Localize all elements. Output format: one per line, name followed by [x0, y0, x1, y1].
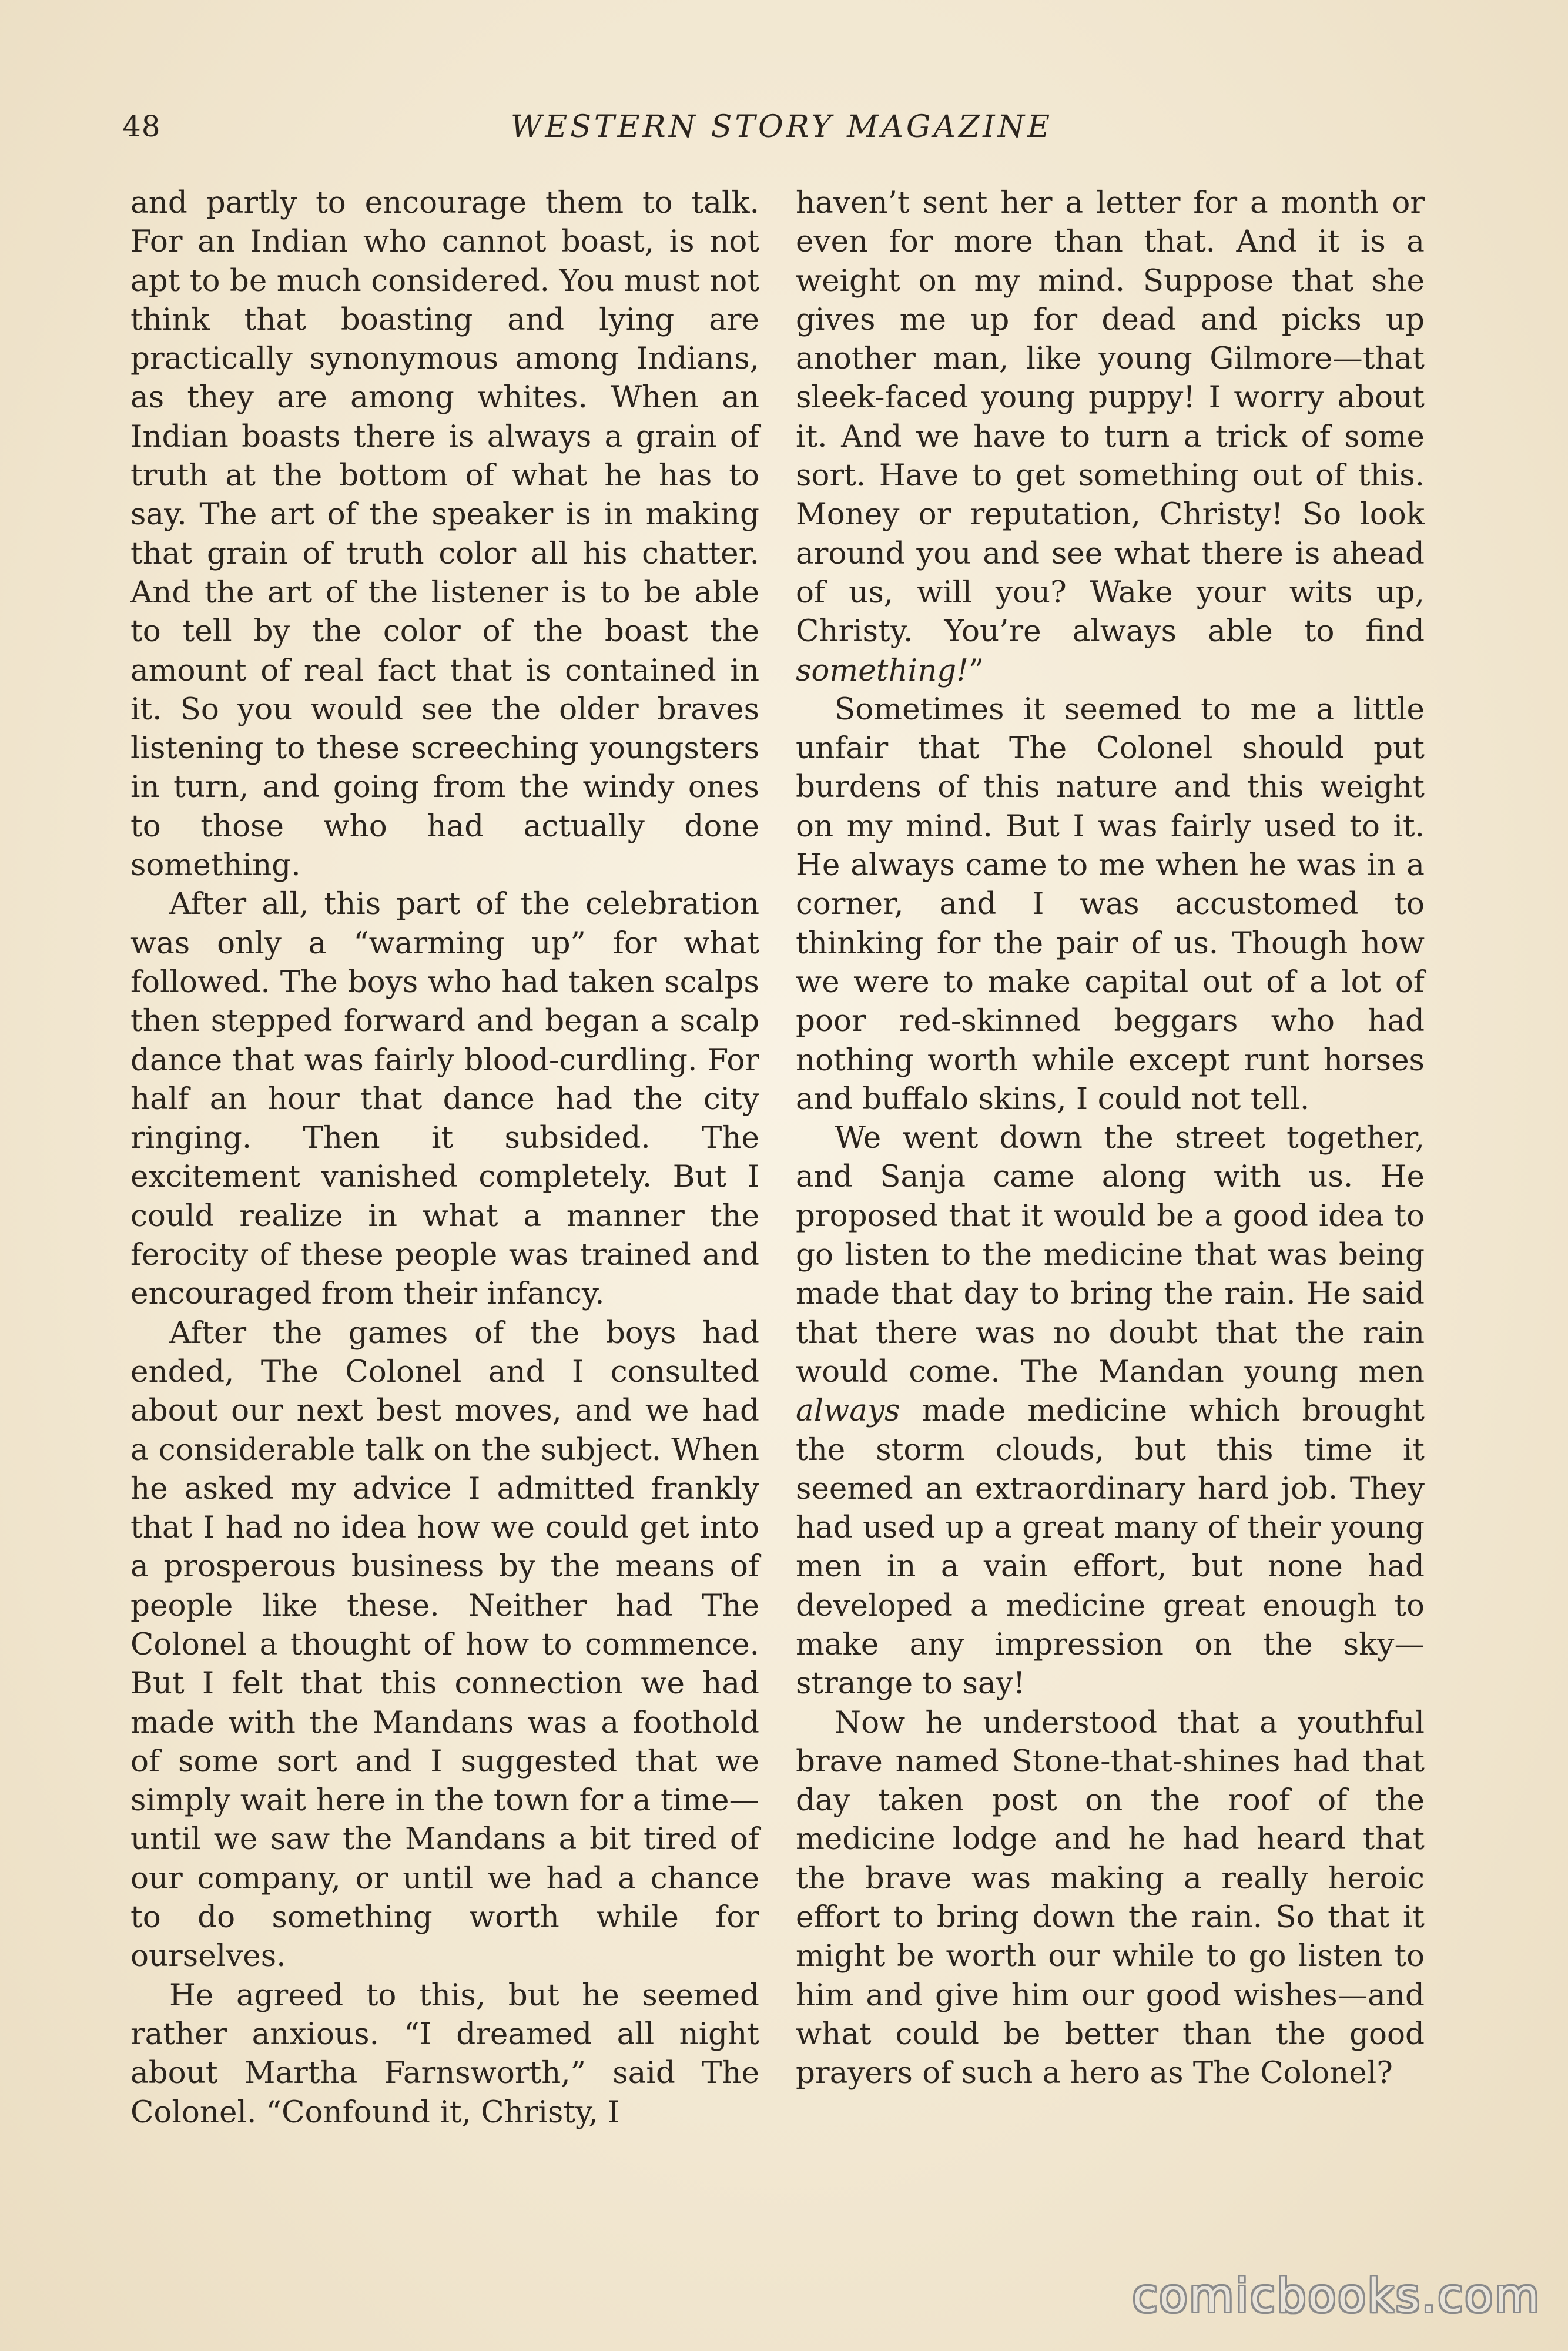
right-column	[796, 183, 1425, 2093]
paragraph: Now he understood that a youthful brave named Stone-that-shines had that day taken post on the roof of the medicine lodge and he had heard that the brave was making a really heroic effort to bring down the rain. So that it might be worth our while to go listen to him and give him our good wishes—and what could be better than the good prayers of such a hero as The Colonel?	[796, 1704, 1425, 2091]
paragraph: After all, this part of the celebration was only a “warming up” for what followed. The boys who had taken scalps then stepped forward and began a scalp dance that was fairly blood-curdling. For half an hour that dance had the city ringing. Then it subsided. The excitement vanished completely. But I could realize in what a manner the ferocity of these people was trained and encouraged from their infancy.	[130, 886, 759, 1312]
italic-text: something!	[796, 652, 969, 688]
paragraph: Sometimes it seemed to me a little unfair that The Colonel should put burdens of this nature and this weight on my mind. But I was fairly used to it. He always came to me when he was in a corner, and I was accustomed to thinking for the pair of us. Though how we were to make capital out of a lot of poor red-skinned beggars who had nothing worth while except runt horses and buffalo skins, I could not tell.	[796, 691, 1425, 1117]
text-run: haven’t sent her a letter for a month or even for more than that. And it is a weight on my mind. Suppose that she gives me up for dead and picks up another man, like young Gilmore—that sleek-faced young puppy! I worry about it. And we have to turn a trick of some sort. Have to get something out of this. Money or reputation, Christy! So look around you and see what there is ahead of us, will you? Wake your wits up, Christy. You’re always able to find	[796, 185, 1425, 649]
paragraph-continued: and partly to encourage them to talk. For an Indian who cannot boast, is not apt to be much considered. You must not think that boasting and lying are practically synonymous among Indians, as they are among whites. When an Indian boasts there is always a grain of truth at the bottom of what he has to say. The art of the speaker is in making that grain of truth color all his chatter. And the art of the listener is to be able to tell by the color of the boast the amount of real fact that is contained in it. So you would see the older braves listening to these screeching youngsters in turn, and going from the windy ones to those who had actually done something.	[130, 185, 759, 883]
paragraph	[796, 1118, 1425, 1703]
left-column	[130, 183, 759, 2132]
watermark-logo: comicbooks.com	[1132, 2270, 1541, 2323]
running-title: WESTERN STORY MAGAZINE	[510, 109, 1053, 145]
paragraph-continued	[796, 183, 1425, 690]
paragraph: After the games of the boys had ended, The Colonel and I consulted about our next best moves, and we had a considerable talk on the subject. When he asked my advice I admitted frankly that I had no idea how we could get into a prosperous business by the means of people like these. Neither had The Colonel a thought of how to commence. But I felt that this connection we had made with the Mandans was a foothold of some sort and I suggested that we simply wait here in the town for a time—until we saw the Mandans a bit tired of our company, or until we had a chance to do something worth while for ourselves.	[130, 1315, 759, 1974]
paragraph: He agreed to this, but he seemed rather anxious. “I dreamed all night about Martha Farnsworth,” said The Colonel. “Confound it, Christy, I	[130, 1977, 759, 2130]
text-run: made medicine which brought the storm clouds, but this time it seemed an extraordinary hard job. They had used up a great many of their young men in a vain effort, but none had developed a medicine great enough to make any impression on the sky—strange to say!	[796, 1393, 1425, 1702]
text-run: ”	[968, 652, 984, 688]
italic-text: always	[796, 1393, 900, 1429]
text-run: We went down the street together, and Sanja came along with us. He proposed that it would be a good idea to go listen to the medicine that was being made that day to bring the rain. He said that there was no doubt that the rain would come. The Mandan young men	[796, 1120, 1425, 1389]
page-number: 48	[122, 109, 161, 143]
